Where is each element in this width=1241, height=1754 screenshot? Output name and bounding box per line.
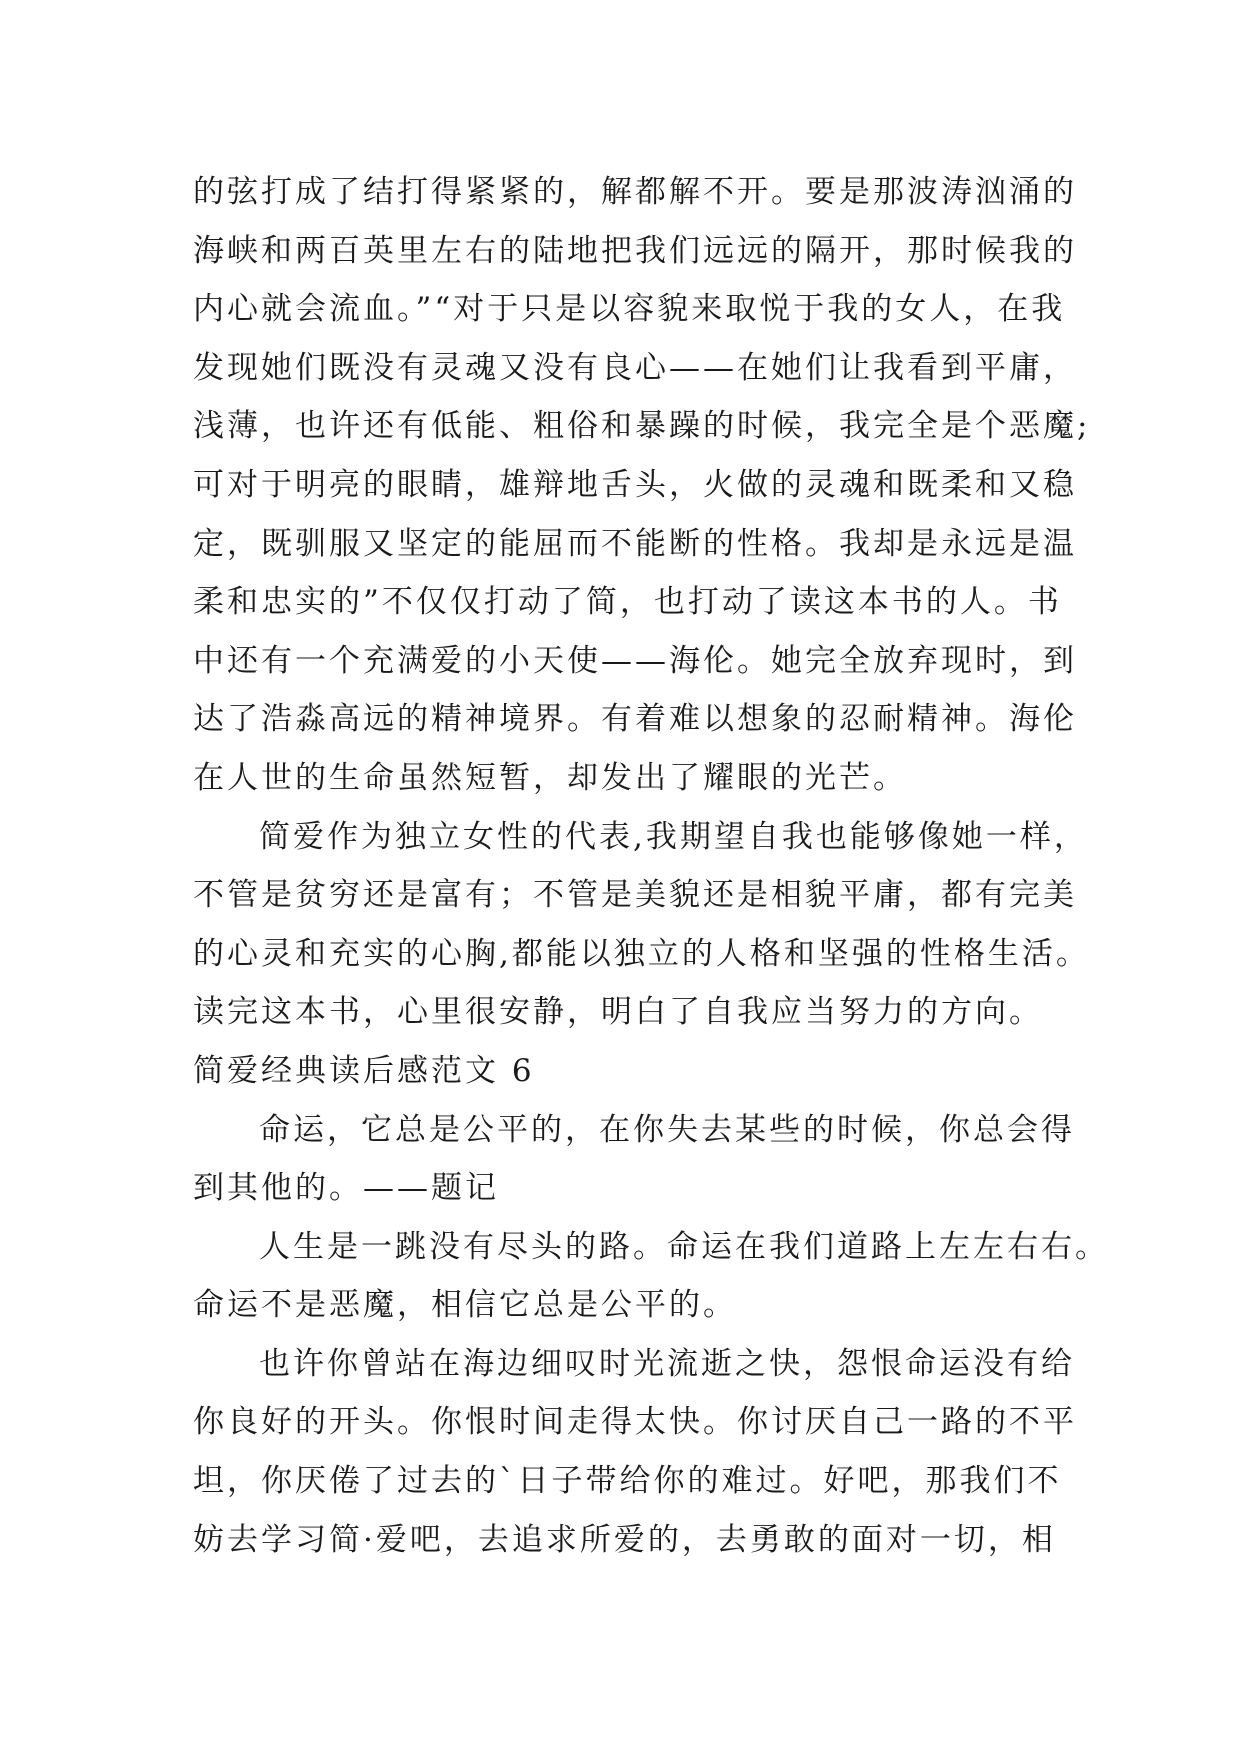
text-line: 海峡和两百英里左右的陆地把我们远远的隔开，那时候我的 xyxy=(193,232,1077,269)
text-line: 中还有一个充满爱的小天使——海伦。她完全放弃现时，到 xyxy=(193,642,1077,679)
text-line: 妨去学习简·爱吧，去追求所爱的，去勇敢的面对一切，相 xyxy=(193,1521,1056,1558)
paragraph-first-line: 人生是一跳没有尽头的路。命运在我们道路上左左右右。 xyxy=(259,1228,1109,1265)
text-line: 不管是贫穷还是富有；不管是美貌还是相貌平庸，都有完美 xyxy=(193,877,1077,914)
text-line: 柔和忠实的”不仅仅打动了简，也打动了读这本书的人。书 xyxy=(193,584,1062,621)
text-line: 读完这本书，心里很安静，明白了自我应当努力的方向。 xyxy=(193,994,1043,1031)
paragraph-first-line: 简爱作为独立女性的代表,我期望自我也能够像她一样， xyxy=(259,818,1088,855)
text-line: 的心灵和充实的心胸,都能以独立的人格和坚强的性格生活。 xyxy=(193,935,1090,972)
text-line: 定，既驯服又坚定的能屈而不能断的性格。我却是永远是温 xyxy=(193,525,1077,562)
document-body xyxy=(193,163,1109,1569)
section-heading: 简爱经典读后感范文 6 xyxy=(193,1052,535,1089)
text-line: 到其他的。——题记 xyxy=(193,1170,499,1207)
text-line: 的弦打成了结打得紧紧的，解都解不开。要是那波涛汹涌的 xyxy=(193,174,1077,210)
text-line: 浅薄，也许还有低能、粗俗和暴躁的时候，我完全是个恶魔; xyxy=(193,408,1091,445)
paragraph-first-line: 命运，它总是公平的，在你失去某些的时候，你总会得 xyxy=(259,1111,1075,1148)
text-line: 内心就会流血。”“对于只是以容貌来取悦于我的女人，在我 xyxy=(193,291,1066,328)
text-line: 发现她们既没有灵魂又没有良心——在她们让我看到平庸， xyxy=(193,349,1077,386)
text-line: 在人世的生命虽然短暂，却发出了耀眼的光芒。 xyxy=(193,759,907,796)
paragraph-first-line: 也许你曾站在海边细叹时光流逝之快，怨恨命运没有给 xyxy=(259,1345,1075,1382)
text-line: 可对于明亮的眼睛，雄辩地舌头，火做的灵魂和既柔和又稳 xyxy=(193,466,1077,503)
text-line: 你良好的开头。你恨时间走得太快。你讨厌自己一路的不平 xyxy=(193,1404,1077,1441)
text-line: 达了浩淼高远的精神境界。有着难以想象的忍耐精神。海伦 xyxy=(193,701,1077,738)
text-line: 命运不是恶魔，相信它总是公平的。 xyxy=(193,1287,737,1324)
text-line: 坦，你厌倦了过去的`日子带给你的难过。好吧，那我们不 xyxy=(193,1463,1062,1500)
